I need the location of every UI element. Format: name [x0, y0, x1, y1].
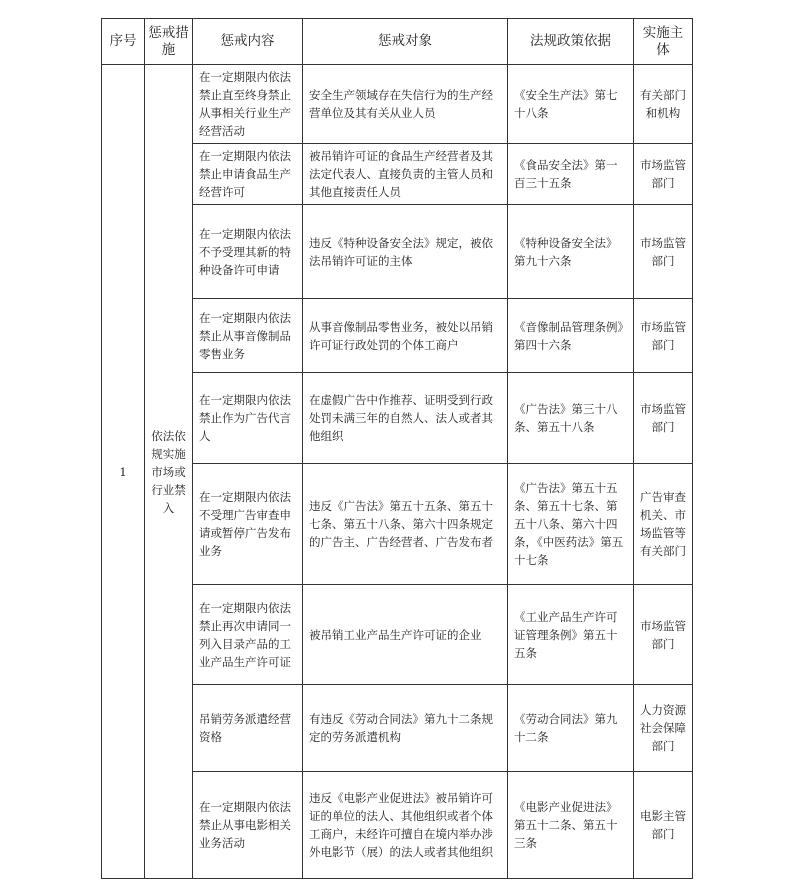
body-cell: 市场监管部门 [634, 205, 693, 299]
group-no: 1 [102, 65, 145, 879]
header-target: 惩戒对象 [303, 19, 508, 65]
basis-cell: 《特种设备安全法》第九十六条 [508, 205, 634, 299]
target-cell: 违反《特种设备安全法》规定，被依法吊销许可证的主体 [303, 205, 508, 299]
content-cell: 在一定期限内依法不受理广告审查申请或暂停广告发布业务 [193, 464, 303, 585]
punishment-table [101, 18, 693, 879]
target-cell: 被吊销许可证的食品生产经营者及其法定代表人、直接负责的主管人员和其他直接责任人员 [303, 144, 508, 205]
target-cell: 被吊销工业产品生产许可证的企业 [303, 585, 508, 685]
content-cell: 在一定期限内依法禁止从事电影相关业务活动 [193, 772, 303, 879]
content-cell: 在一定期限内依法禁止从事音像制品零售业务 [193, 299, 303, 373]
body-cell: 市场监管部门 [634, 299, 693, 373]
table-row [102, 65, 693, 144]
body-cell: 人力资源社会保障部门 [634, 685, 693, 772]
target-cell: 违反《电影产业促进法》被吊销许可证的单位的法人、其他组织或者个体工商户，未经许可擅自在境内举办涉外电影节（展）的法人或者其他组织 [303, 772, 508, 879]
header-measure: 惩戒措施 [145, 19, 193, 65]
target-cell: 有违反《劳动合同法》第九十二条规定的劳务派遣机构 [303, 685, 508, 772]
content-cell: 在一定期限内依法禁止申请食品生产经营许可 [193, 144, 303, 205]
basis-cell: 《食品安全法》第一百三十五条 [508, 144, 634, 205]
header-content: 惩戒内容 [193, 19, 303, 65]
basis-cell: 《广告法》第五十五条、第五十七条、第五十八条、第六十四条，《中医药法》第五十七条 [508, 464, 634, 585]
header-row [102, 19, 693, 65]
body-cell: 电影主管部门 [634, 772, 693, 879]
basis-cell: 《广告法》第三十八条、第五十八条 [508, 373, 634, 464]
content-cell: 吊销劳务派遣经营资格 [193, 685, 303, 772]
content-cell: 在一定期限内依法不予受理其新的特种设备许可申请 [193, 205, 303, 299]
content-cell: 在一定期限内依法禁止作为广告代言人 [193, 373, 303, 464]
target-cell: 违反《广告法》第五十五条、第五十七条、第五十八条、第六十四条规定的广告主、广告经营者、广告发布者 [303, 464, 508, 585]
content-cell: 在一定期限内依法禁止再次申请同一列入目录产品的工业产品生产许可证 [193, 585, 303, 685]
target-cell: 在虚假广告中作推荐、证明受到行政处罚未满三年的自然人、法人或者其他组织 [303, 373, 508, 464]
body-cell: 市场监管部门 [634, 373, 693, 464]
target-cell: 安全生产领域存在失信行为的生产经营单位及其有关从业人员 [303, 65, 508, 144]
body-cell: 市场监管部门 [634, 585, 693, 685]
basis-cell: 《安全生产法》第七十八条 [508, 65, 634, 144]
header-body: 实施主体 [634, 19, 693, 65]
header-no: 序号 [102, 19, 145, 65]
content-cell: 在一定期限内依法禁止直至终身禁止从事相关行业生产经营活动 [193, 65, 303, 144]
body-cell: 市场监管部门 [634, 144, 693, 205]
basis-cell: 《电影产业促进法》第五十二条、第五十三条 [508, 772, 634, 879]
group-measure: 依法依规实施市场或行业禁入 [145, 65, 193, 879]
body-cell: 广告审查机关、市场监管等有关部门 [634, 464, 693, 585]
basis-cell: 《音像制品管理条例》第四十六条 [508, 299, 634, 373]
target-cell: 从事音像制品零售业务，被处以吊销许可证行政处罚的个体工商户 [303, 299, 508, 373]
basis-cell: 《劳动合同法》第九十二条 [508, 685, 634, 772]
basis-cell: 《工业产品生产许可证管理条例》第五十五条 [508, 585, 634, 685]
header-basis: 法规政策依据 [508, 19, 634, 65]
body-cell: 有关部门和机构 [634, 65, 693, 144]
